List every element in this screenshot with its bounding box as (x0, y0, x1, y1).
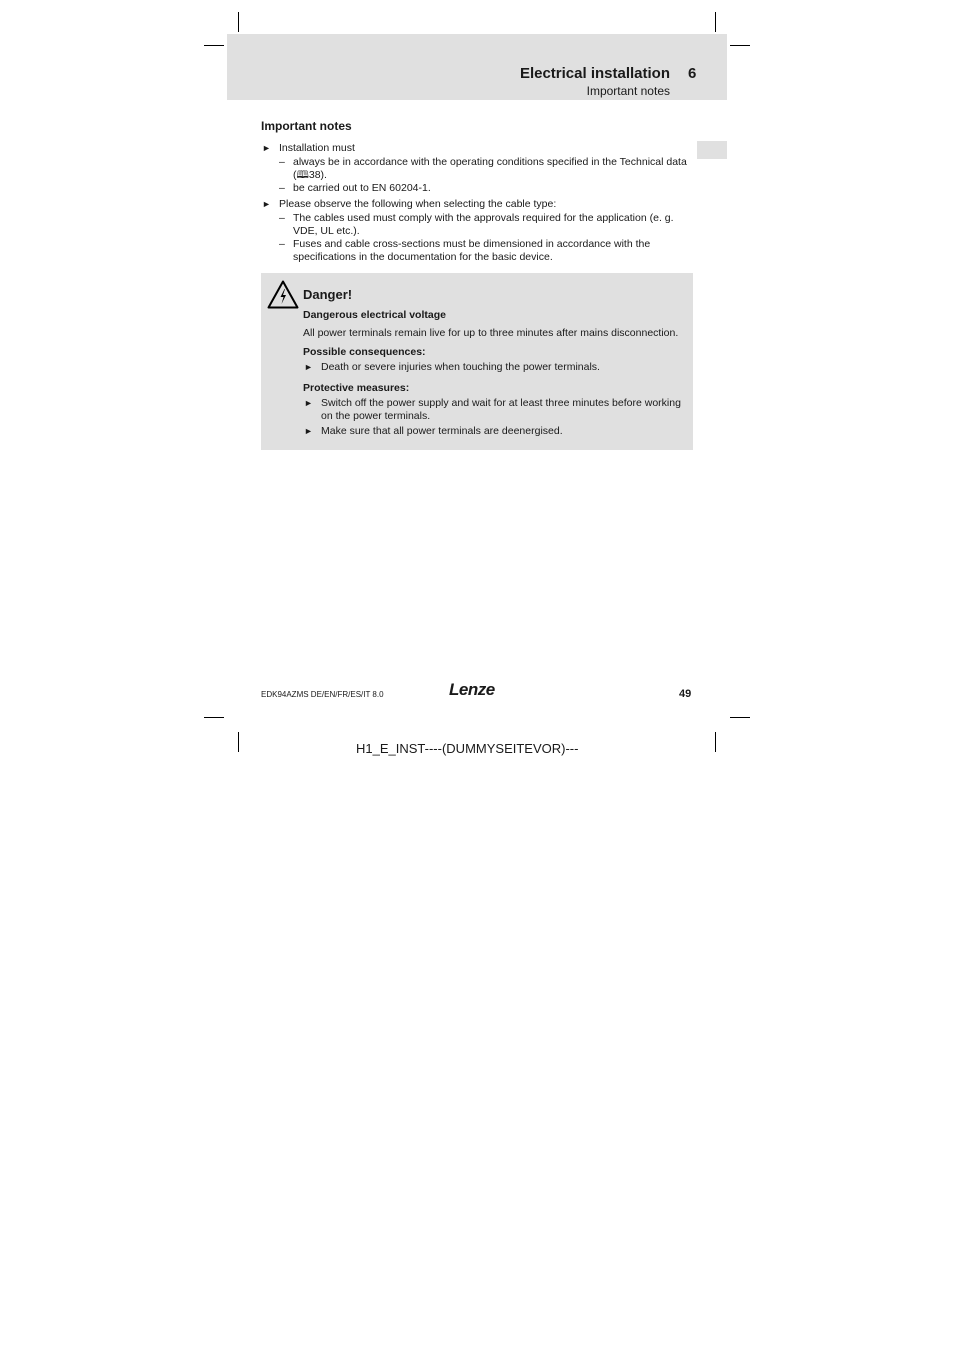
list-item (261, 142, 693, 195)
list-item (303, 397, 683, 423)
consequences-list (303, 361, 683, 374)
dash-bullet-icon: – (279, 238, 285, 250)
page-number: 49 (679, 688, 692, 700)
sub-item-text: always be in accordance with the operating conditions specified in the Technical data (🕮38). (293, 156, 687, 181)
sub-item-text: The cables used must comply with the approvals required for the application (e. g. VDE, UL etc.). (293, 212, 674, 237)
document-id: EDK94AZMS DE/EN/FR/ES/IT 8.0 (261, 690, 384, 699)
crop-mark (204, 717, 224, 718)
electrical-hazard-icon (267, 280, 299, 309)
crop-mark (730, 45, 750, 46)
side-tab-marker (697, 141, 727, 159)
triangle-bullet-icon: ► (262, 199, 271, 209)
danger-body (303, 287, 683, 442)
triangle-bullet-icon: ► (304, 398, 313, 408)
triangle-bullet-icon: ► (304, 426, 313, 436)
list-item (303, 425, 683, 438)
important-notes-section (261, 119, 693, 267)
sub-list (279, 212, 693, 264)
page-title: Electrical installation (519, 65, 670, 82)
dash-bullet-icon: – (279, 212, 285, 224)
crop-mark (238, 732, 239, 752)
dash-bullet-icon: – (279, 156, 285, 168)
list-item-text: Please observe the following when selecting the cable type: (279, 198, 557, 210)
sub-list-item (279, 156, 693, 182)
sub-item-text: Fuses and cable cross-sections must be dimensioned in accordance with the specifications in the documentation for the basic device. (293, 238, 651, 263)
triangle-bullet-icon: ► (304, 362, 313, 372)
list-item (303, 361, 683, 374)
triangle-bullet-icon: ► (262, 143, 271, 153)
notes-list (261, 142, 693, 264)
section-title: Important notes (261, 119, 352, 133)
sub-list-item (279, 238, 693, 264)
dash-bullet-icon: – (279, 182, 285, 194)
sub-list-item (279, 212, 693, 238)
list-item-text: Make sure that all power terminals are deenergised. (321, 425, 563, 437)
danger-text: All power terminals remain live for up to three minutes after mains disconnection. (303, 327, 679, 339)
crop-mark (715, 732, 716, 752)
sub-list-item (279, 182, 693, 195)
crop-mark (238, 12, 239, 32)
crop-mark (715, 12, 716, 32)
list-item-text: Installation must (279, 142, 355, 154)
list-item-text: Death or severe injuries when touching the power terminals. (321, 361, 600, 373)
list-item (261, 198, 693, 264)
chapter-number: 6 (688, 65, 697, 82)
consequences-label: Possible consequences: (303, 346, 426, 358)
sub-item-text: be carried out to EN 60204-1. (293, 182, 431, 194)
measures-label: Protective measures: (303, 382, 410, 394)
danger-warning-box (261, 273, 693, 450)
list-item-text: Switch off the power supply and wait for at least three minutes before working on the power terminals. (321, 397, 681, 422)
page-subtitle: Important notes (586, 84, 670, 98)
sub-list (279, 156, 693, 195)
job-identifier: H1_E_INST----(DUMMYSEITEVOR)--- (356, 741, 579, 756)
crop-mark (204, 45, 224, 46)
crop-mark (730, 717, 750, 718)
measures-list (303, 397, 683, 438)
danger-heading: Dangerous electrical voltage (303, 309, 446, 321)
lenze-logo: Lenze (449, 680, 495, 699)
danger-title: Danger! (303, 287, 353, 302)
